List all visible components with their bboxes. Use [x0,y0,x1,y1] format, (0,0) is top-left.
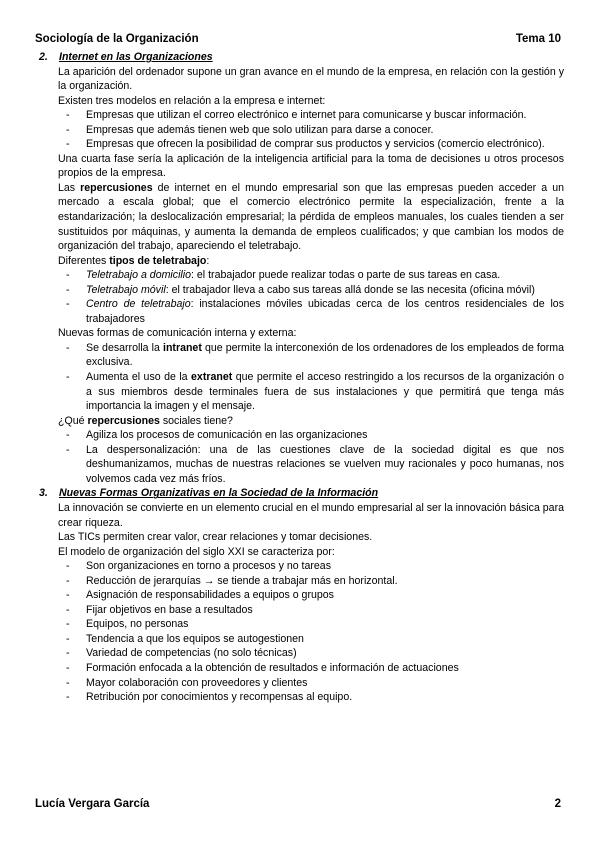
list-item: - Agiliza los procesos de comunicación en las organizaciones [86,428,564,443]
list-item: - Asignación de responsabilidades a equipos o grupos [86,588,564,603]
header-subject: Sociología de la Organización [35,33,199,45]
section-3-heading [36,486,564,501]
section-3-title: Nuevas Formas Organizativas en la Sociedad de la Información [59,487,379,500]
paragraph: Una cuarta fase sería la aplicación de la inteligencia artificial para la toma de decisiones u otros procesos propios de la empresa. [58,152,564,180]
list-item: - Son organizaciones en torno a procesos y no tareas [86,559,564,574]
paragraph: La innovación se convierte en un elemento crucial en el mundo empresarial al ser la innovación básica para crear riqueza. [58,501,564,529]
page-content [36,50,564,705]
list-item: - La despersonalización: una de las cuestiones clave de la sociedad digital es que nos deshumanizamos, muchas de nuestras relaciones se vuelven muy racionales y poco humanas, nos volvemos cada vez más fríos. [86,443,564,487]
author-name: Lucía Vergara García [35,798,150,810]
page-number: 2 [554,798,561,810]
list-item: - Fijar objetivos en base a resultados [86,603,564,618]
section-2-heading [36,50,564,65]
paragraph: ¿Qué repercusiones sociales tiene? [58,414,233,427]
list-item: - Tendencia a que los equipos se autogestionen [86,632,564,647]
section-3-number: 3. [39,487,48,500]
list-item: - Se desarrolla la intranet que permite la interconexión de los ordenadores de los empleados de forma exclusiva. [86,341,564,370]
paragraph: Las TICs permiten crear valor, crear relaciones y tomar decisiones. [58,531,373,544]
communication-list [36,341,564,414]
paragraph: Diferentes tipos de teletrabajo: [58,254,210,267]
list-item: - Empresas que utilizan el correo electrónico e internet para comunicarse y buscar información. [86,108,564,123]
list-item: - Empresas que ofrecen la posibilidad de comprar sus productos y servicios (comercio electrónico). [86,137,564,152]
list-item: - Empresas que además tienen web que solo utilizan para darse a conocer. [86,123,564,138]
bold-term: tipos de teletrabajo [109,254,207,267]
list-item: - Retribución por conocimientos y recompensas al equipo. [86,690,564,705]
list-item: - Centro de teletrabajo: instalaciones móviles ubicadas cerca de los centros residenciales de los trabajadores [86,297,564,326]
paragraph: Las repercusiones de internet en el mundo empresarial son que las empresas pueden acceder a un mercado a escala global; que el comercio electrónico permite la especialización, frente a la estandarización; la deslocalización empresarial; la pérdida de empleos manuales, los cuales tienden a ser sustituidos por máquinas, y aumenta la demanda de empleos cualificados; y que cambian los modos de organización del trabajo, apareciendo el teletrabajo. [58,181,564,253]
list-item: - Reducción de jerarquías → se tiende a trabajar más en horizontal. [86,574,564,589]
social-list [36,428,564,486]
list-item: - Aumenta el uso de la extranet que permite el acceso restringido a los recursos de la organización o a sus miembros desde terminales fuera de sus instalaciones y que permitirá que tenga más importancia la imagen y el mensaje. [86,370,564,414]
header-topic: Tema 10 [515,33,561,45]
page-footer [35,798,561,810]
section-2-title: Internet en las Organizaciones [59,51,213,63]
list-item: - Equipos, no personas [86,617,564,632]
section-2-number: 2. [39,51,48,63]
bold-term: repercusiones [87,414,160,427]
list-item: - Mayor colaboración con proveedores y clientes [86,676,564,691]
paragraph: El modelo de organización del siglo XXI se caracteriza por: [58,545,335,558]
list-item: - Teletrabajo móvil: el trabajador lleva a cabo sus tareas allá donde se las necesita (oficina móvil) [86,283,564,298]
bold-term: repercusiones [80,181,153,194]
paragraph: La aparición del ordenador supone un gran avance en el mundo de la empresa, en relación con la gestión y la organización. [58,65,564,93]
teletrabajo-list [36,268,564,326]
models-list [36,108,564,152]
list-item: - Formación enfocada a la obtención de resultados e información de actuaciones [86,661,564,676]
paragraph: Nuevas formas de comunicación interna y externa: [58,327,297,340]
page-header [35,33,561,45]
organization-traits-list [36,559,564,704]
paragraph: Existen tres modelos en relación a la empresa e internet: [58,94,326,107]
list-item: - Variedad de competencias (no solo técnicas) [86,646,564,661]
list-item: - Teletrabajo a domicilio: el trabajador puede realizar todas o parte de sus tareas en casa. [86,268,564,283]
